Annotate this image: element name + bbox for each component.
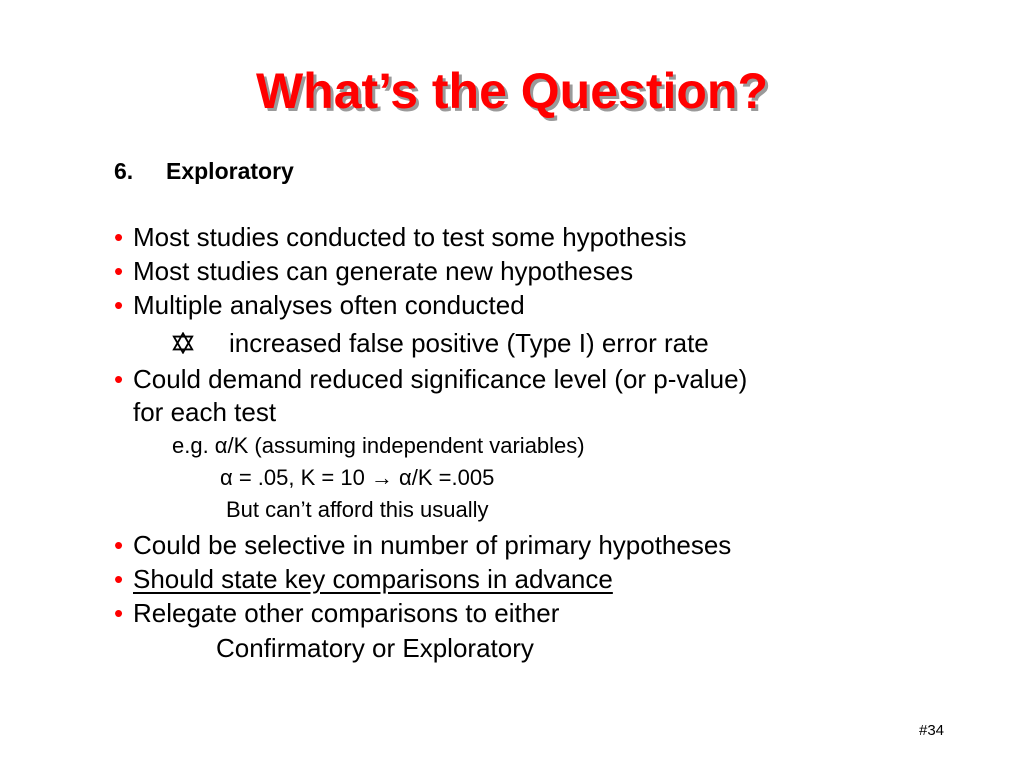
bullet-text: Multiple analyses often conducted: [133, 290, 525, 320]
bullet-text: Relegate other comparisons to either: [133, 598, 560, 628]
example-caveat: But can’t afford this usually: [226, 497, 489, 522]
bullet-marker: •: [114, 530, 124, 560]
section-number: 6.: [114, 158, 134, 184]
bullet-marker: •: [114, 290, 124, 320]
bullet-marker: •: [114, 222, 124, 252]
section-label: Exploratory: [166, 158, 294, 184]
star-of-david-icon: [172, 332, 194, 354]
bullet-text: Could be selective in number of primary hypotheses: [133, 530, 732, 560]
slide-title: What’s the Question?: [255, 63, 769, 119]
example-line: e.g. α/K (assuming independent variables): [172, 433, 585, 458]
bullet-marker: •: [114, 256, 124, 286]
bullet-text-underlined: Should state key comparisons in advance: [133, 564, 613, 594]
section-heading: [114, 158, 294, 185]
sub-bullet-text: increased false positive (Type I) error rate: [229, 328, 709, 358]
bullet-marker: •: [114, 364, 124, 394]
bullet-marker: •: [114, 598, 124, 628]
bullet-text: Could demand reduced significance level (or p-value): [133, 364, 748, 394]
example-values: α = .05, K = 10 → α/K =.005: [220, 465, 495, 490]
page-number: #34: [919, 722, 945, 739]
bullet-continuation: Confirmatory or Exploratory: [216, 633, 534, 663]
bullet-marker: •: [114, 564, 124, 594]
bullet-text: Most studies can generate new hypotheses: [133, 256, 634, 286]
bullet-text: Most studies conducted to test some hypothesis: [133, 222, 687, 252]
bullet-continuation: for each test: [133, 397, 277, 427]
